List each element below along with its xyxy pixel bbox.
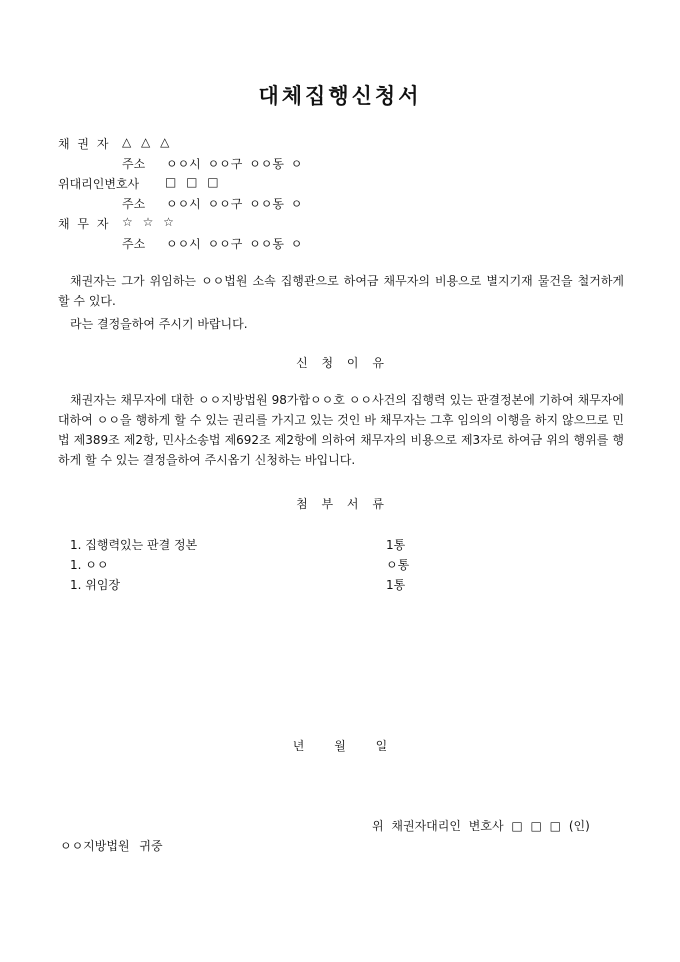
court-addressee: ㅇㅇ지방법원 귀중: [60, 839, 163, 853]
attachment-item-qty: ㅇ통: [386, 558, 410, 572]
purpose-paragraph: 채권자는 그가 위임하는 ㅇㅇ법원 소속 집행관으로 하여금 채무자의 비용으로 별지기재 물건을 철거하게 할 수 있다.: [58, 274, 624, 308]
attachment-item-name: 1. 집행력있는 판결 정본: [70, 538, 198, 552]
attachment-item-name: 1. 위임장: [70, 578, 121, 592]
signature-line: 위 채권자대리인 변호사 □ □ □ (인): [372, 819, 590, 833]
creditor-address: ㅇㅇ시 ㅇㅇ구 ㅇㅇ동 ㅇ: [166, 157, 303, 171]
reason-heading: 신 청 이 유: [296, 356, 384, 370]
creditor-name: △ △ △: [122, 135, 170, 149]
purpose-closing: 라는 결정을하여 주시기 바랍니다.: [70, 317, 248, 331]
attachment-item-name: 1. ㅇㅇ: [70, 558, 109, 572]
attachment-item-qty: 1통: [386, 578, 406, 592]
agent-label: 위대리인변호사: [58, 177, 140, 191]
attachments-heading: 첨 부 서 류: [296, 497, 384, 511]
agent-address: ㅇㅇ시 ㅇㅇ구 ㅇㅇ동 ㅇ: [166, 197, 303, 211]
debtor-address: ㅇㅇ시 ㅇㅇ구 ㅇㅇ동 ㅇ: [166, 237, 303, 251]
attachment-item-qty: 1통: [386, 538, 406, 552]
creditor-address-label: 주소: [122, 157, 146, 171]
document-title: 대체집행신청서: [258, 83, 422, 108]
debtor-address-label: 주소: [122, 237, 146, 251]
creditor-label: 채 권 자: [58, 137, 111, 151]
date-line: 년 월 일: [292, 739, 388, 753]
debtor-name: ☆ ☆ ☆: [122, 215, 174, 229]
agent-address-label: 주소: [122, 197, 146, 211]
debtor-label: 채 무 자: [58, 217, 111, 231]
agent-name: □ □ □: [165, 175, 219, 189]
reason-paragraph: 채권자는 채무자에 대한 ㅇㅇ지방법원 98가합ㅇㅇ호 ㅇㅇ사건의 집행력 있는 판결정본에 기하여 채무자에 대하여 ㅇㅇ을 행하게 할 수 있는 권리를 가지고 있는 것인 바 채무자는 그후 임의의 이행을 하지 않으므로 민법 제389조 제2항, 민사소송법 제692조 제2항에 의하여 채무자의 비용으로 제3자로 하여금 위의 행위를 행하게 할 수 있는 결정을하여 주시옵기 신청하는 바입니다.: [58, 393, 624, 467]
